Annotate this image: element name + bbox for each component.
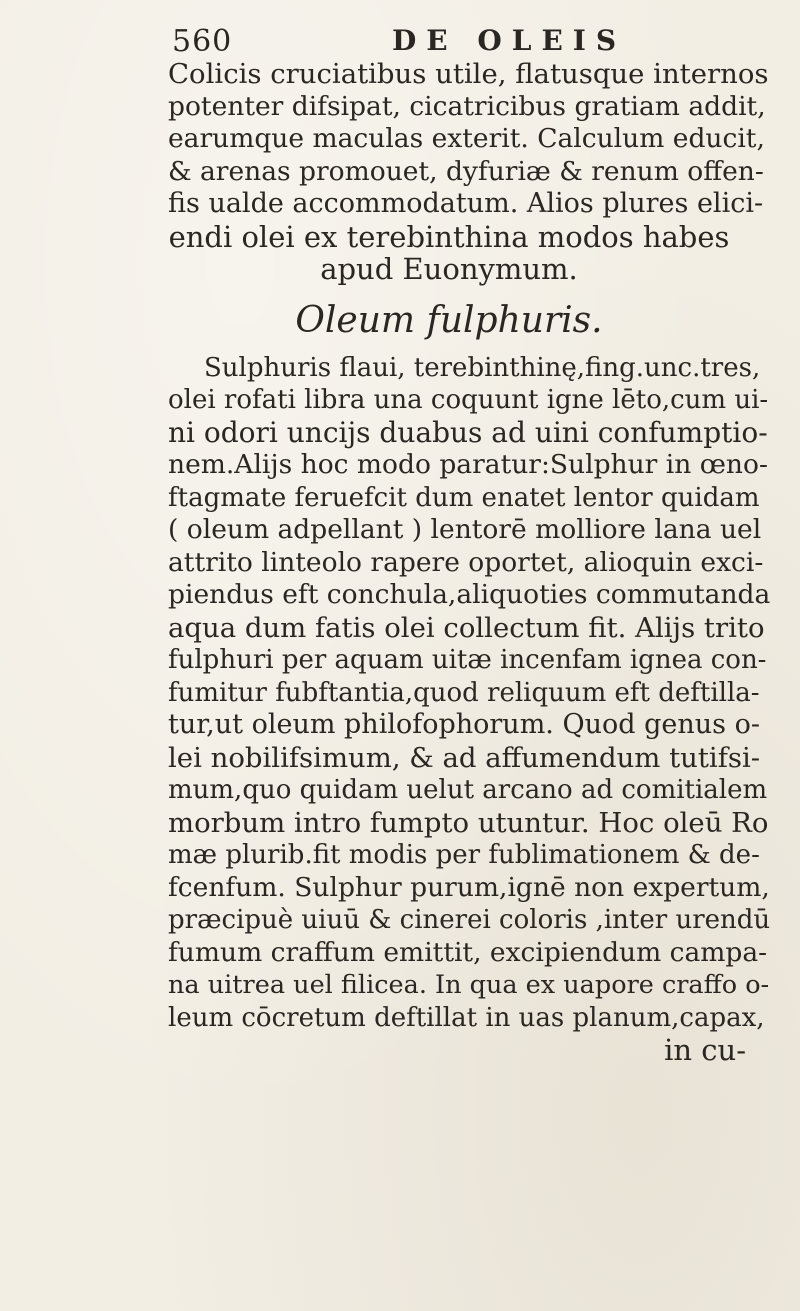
- text-line: morbum intro fumpto utuntur. Hoc oleū Ro: [168, 806, 769, 839]
- text-block: [168, 58, 770, 1067]
- text-line: ni odori uncijs duabus ad uini confumptio-: [168, 415, 768, 449]
- text-line: fcenfum. Sulphur purum,ignē non expertum,: [168, 871, 770, 903]
- text-line: mæ plurib.fit modis per fublimationem & de-: [168, 840, 760, 870]
- text-line: fumum craffum emittit, excipiendum campa-: [168, 936, 768, 968]
- section-heading: Oleum fulphuris.: [295, 299, 603, 341]
- text-line: potenter difsipat, cicatricibus gratiam addit,: [168, 90, 766, 122]
- text-line: endi olei ex terebinthina modos habes: [168, 219, 730, 254]
- text-line: mum,quo quidam uelut arcano ad comitialem: [168, 775, 768, 805]
- text-line: attrito linteolo rapere oportet, alioquin exci-: [168, 546, 764, 578]
- text-line: earumque maculas exterit. Calculum educit,: [168, 123, 765, 154]
- text-line: fumitur fubftantia,quod reliquum eft deftilla-: [168, 677, 760, 708]
- text-line: apud Euonymum.: [320, 252, 578, 286]
- text-line: tur,ut oleum philofophorum. Quod genus o-: [168, 709, 760, 740]
- page-number: 560: [172, 24, 233, 59]
- text-line: Sulphuris flaui, terebinthinę,fing.unc.tres,: [204, 352, 761, 383]
- text-line: piendus eft conchula,aliquoties commutanda: [168, 579, 771, 610]
- running-title: DE OLEIS: [392, 24, 627, 57]
- text-line: na uitrea uel filicea. In qua ex uapore craffo o-: [168, 970, 770, 1000]
- text-line: leum cōcretum deftillat in uas planum,capax,: [168, 1002, 765, 1033]
- text-line: lei nobilifsimum, & ad affumendum tutifsi-: [168, 741, 761, 774]
- text-line: fulphuri per aquam uitæ incenfam ignea con-: [168, 645, 767, 675]
- catchword: in cu-: [664, 1033, 746, 1067]
- text-line: & arenas promouet, dyfuriæ & renum offen-: [168, 155, 764, 187]
- text-line: olei rofati libra una coquunt igne lēto,cum ui-: [168, 385, 769, 415]
- text-line: aqua dum fatis olei collectum fit. Alijs trito: [168, 611, 765, 644]
- text-line: ( oleum adpellant ) lentorē molliore lana uel: [168, 514, 762, 545]
- running-head: [0, 22, 800, 62]
- text-line: præcipuè uiuū & cinerei coloris ,inter urendū: [168, 905, 771, 935]
- text-line: Colicis cruciatibus utile, flatusque internos: [168, 58, 769, 90]
- text-line: ftagmate feruefcit dum enatet lentor quidam: [168, 482, 760, 513]
- text-line: nem.Alijs hoc modo paratur:Sulphur in œno-: [168, 449, 768, 480]
- text-line: fis ualde accommodatum. Alios plures elici-: [168, 188, 764, 219]
